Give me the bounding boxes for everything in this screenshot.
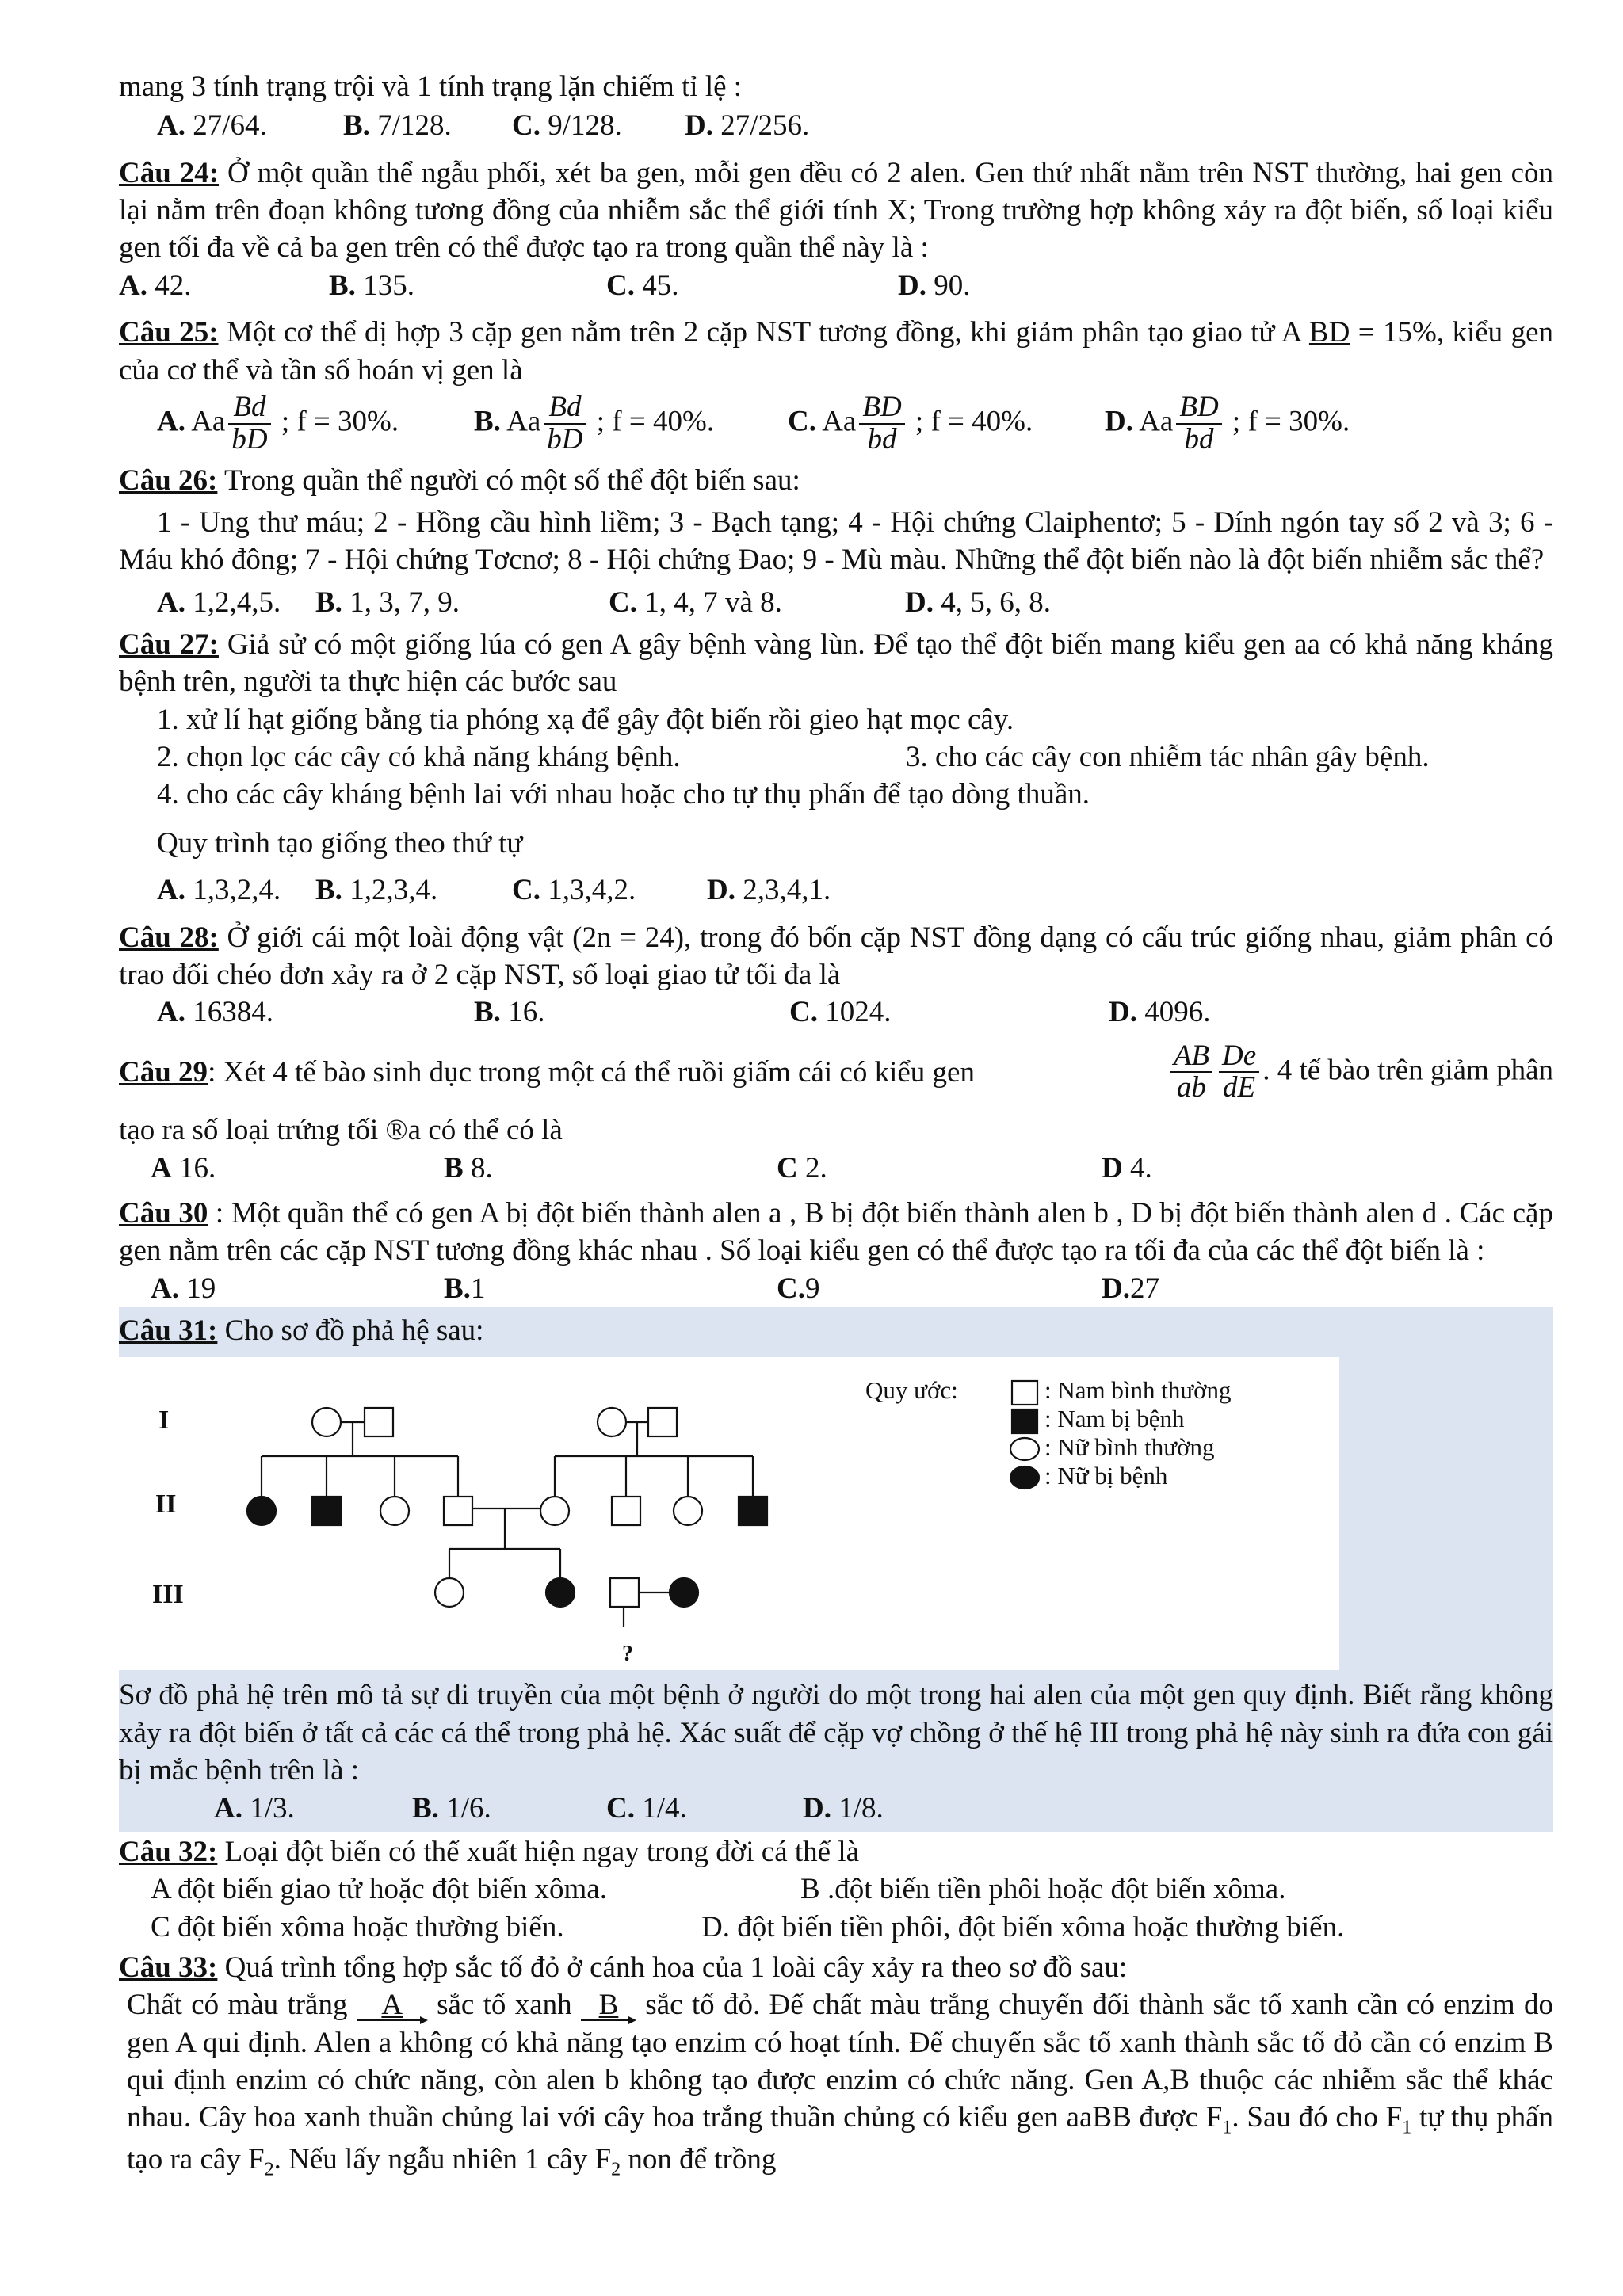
q27-step-2: 2. chọn lọc các cây có khả năng kháng bệnh. <box>157 741 681 774</box>
genotype-fraction: $\frac{AB}{ab}$ <box>1170 1041 1212 1104</box>
enzyme-b-arrow: B <box>581 1986 636 2023</box>
legend-normal-female: : Nữ bình thường <box>1044 1433 1215 1462</box>
genotype-fraction: $\frac{BD}{bd}$ <box>1176 392 1221 456</box>
q32-options-ab <box>119 1871 1553 1908</box>
option-d: D. 4, 5, 6, 8. <box>905 585 1051 619</box>
option-b: B. 16. <box>474 996 545 1029</box>
option-c: C. 1,3,4,2. <box>512 874 636 907</box>
option-a: A. 16384. <box>157 996 273 1029</box>
q29-line-2: tạo ra số loại trứng tối ®a có thể có là <box>119 1114 563 1147</box>
option-c: C. Aa $\frac{BD}{bd}$ ; f = 40%. <box>788 390 1033 456</box>
q26-options <box>119 584 1553 621</box>
option-c: C. 9/128. <box>512 109 622 143</box>
enzyme-a-arrow: A <box>357 1986 428 2023</box>
q26-list: 1 - Ung thư máu; 2 - Hồng cầu hình liềm; 3 - Bạch tạng; 4 - Hội chứng Claiphentơ; 5 - Dính ngón tay số 2 và 3; 6 - Máu khó đông; 7 - Hội chứng Tơcnơ; 8 - Hội chứng Đao; 9 - Mù màu. Những thể đột biến nào là đột biến nhiễm sắc thể? <box>119 505 1553 577</box>
legend-affected-female: : Nữ bị bệnh <box>1044 1462 1168 1490</box>
option-b: B 8. <box>444 1151 493 1184</box>
option-d: D. đột biến tiền phôi, đột biến xôma hoặc thường biến. <box>701 1910 1345 1943</box>
q27-process: Quy trình tạo giống theo thứ tự <box>157 826 523 860</box>
option-b: B.1 <box>444 1272 486 1305</box>
option-c: C 2. <box>777 1151 827 1184</box>
option-b: B. 1, 3, 7, 9. <box>315 585 460 619</box>
option-a: A. 1/3. <box>214 1791 295 1825</box>
q27-step-1: 1. xử lí hạt giống bằng tia phóng xạ để gây đột biến rồi gieo hạt mọc cây. <box>157 703 1014 736</box>
question-30: Câu 30 : Một quần thể có gen A bị đột biến thành alen a , B bị đột biến thành alen b , D bị đột biến thành alen d . Các cặp gen nằm trên các cặp NST tương đồng khác nhau . Số loại kiểu gen có thể được tạo ra tối đa của các thể đột biến là : <box>119 1197 1553 1268</box>
q24-options <box>119 267 1553 304</box>
q27-step-3: 3. cho các cây con nhiễm tác nhân gây bệnh. <box>906 741 1430 774</box>
question-33: Câu 33: Quá trình tổng hợp sắc tố đỏ ở cánh hoa của 1 loài cây xảy ra theo sơ đồ sau: <box>119 1951 1128 1984</box>
question-31: Câu 31: Cho sơ đồ phả hệ sau: <box>119 1314 484 1348</box>
q25-options <box>119 392 1553 456</box>
generation-iii-label: III <box>152 1580 184 1610</box>
question-31-block <box>119 1307 1553 1832</box>
option-b: B. 135. <box>329 269 414 302</box>
option-d: D. 1/8. <box>803 1791 884 1825</box>
option-d: D. 27/256. <box>685 109 810 143</box>
option-c: C. 1/4. <box>606 1791 687 1825</box>
q32-options-cd <box>119 1909 1553 1946</box>
option-b: B. 1/6. <box>412 1791 491 1825</box>
genotype-fraction: $\frac{De}{dE}$ <box>1219 1041 1259 1104</box>
pedigree-svg <box>119 1357 1339 1670</box>
document-page <box>119 68 1553 2182</box>
option-a: A. 1,2,4,5. <box>157 585 281 619</box>
genotype-fraction: $\frac{Bd}{bD}$ <box>228 392 270 456</box>
option-b: B. 7/128. <box>343 109 452 143</box>
option-b: B. 1,2,3,4. <box>315 874 438 907</box>
option-a: A. 1,3,2,4. <box>157 874 281 907</box>
q28-options <box>119 994 1553 1031</box>
option-d: D. 4096. <box>1109 996 1211 1029</box>
question-25: Câu 25: Một cơ thể dị hợp 3 cặp gen nằm trên 2 cặp NST tương đồng, khi giảm phân tạo giao tử A BD = 15%, kiểu gen của cơ thể và tần số hoán vị gen là <box>119 316 1554 387</box>
genotype-fraction: $\frac{BD}{bd}$ <box>859 392 904 456</box>
option-c: C đột biến xôma hoặc thường biến. <box>151 1910 564 1943</box>
q33-body: Chất có màu trắng A sắc tố xanh B sắc tố đỏ. Để chất màu trắng chuyển đổi thành sắc tố xanh cần có enzim do gen A qui định. Alen a không có khả năng tạo enzim có hoạt tính. Để chuyển sắc tố xanh thành sắc tố đỏ cần có enzim B qui định enzim có chức năng, còn alen b không tạo được enzim có chức năng. Gen A,B thuộc các nhiễm sắc thể khác nhau. Cây hoa xanh thuần chủng lai với cây hoa trắng thuần chủng có kiểu gen aaBB được $F_1$. Sau đó cho $F_1$ tự thụ phấn tạo ra cây $F_2$. Nếu lấy ngẫu nhiên 1 cây $F_2$ non để trồng <box>119 1986 1553 2181</box>
option-a: A. 42. <box>119 269 192 302</box>
arrow-right-icon <box>581 2015 636 2026</box>
genotype-fraction: $\frac{Bd}{bD}$ <box>544 392 586 456</box>
legend-normal-male: : Nam bình thường <box>1044 1376 1232 1405</box>
question-29: Câu 29: Xét 4 tế bào sinh dục trong một cá thể ruồi giấm cái có kiểu gen $\frac{AB}{ab}$ $\frac{De}{dE}$ . 4 tế bào trên giảm phân <box>119 1039 1553 1104</box>
option-c: C. 1024. <box>789 996 892 1029</box>
option-d: D. Aa $\frac{BD}{bd}$ ; f = 30%. <box>1105 390 1350 456</box>
q29-options <box>119 1150 1553 1187</box>
intro-line: mang 3 tính trạng trội và 1 tính trạng lặn chiếm tỉ lệ : <box>119 71 743 103</box>
generation-ii-label: II <box>155 1489 177 1520</box>
q30-options <box>119 1270 1553 1307</box>
legend-title: Quy ước: <box>865 1376 958 1405</box>
option-a: A 16. <box>151 1151 216 1184</box>
intro-options <box>119 107 1553 144</box>
question-32: Câu 32: Loại đột biến có thể xuất hiện ngay trong đời cá thể là <box>119 1835 860 1868</box>
q27-step-4: 4. cho các cây kháng bệnh lai với nhau hoặc cho tự thụ phấn để tạo dòng thuần. <box>157 778 1090 811</box>
pedigree-diagram <box>119 1357 1553 1670</box>
option-a: A. 27/64. <box>157 109 267 143</box>
option-d: D.27 <box>1102 1272 1159 1305</box>
option-d: D. 2,3,4,1. <box>707 874 831 907</box>
option-b: B .đột biến tiền phôi hoặc đột biến xôma. <box>800 1873 1286 1906</box>
option-a: A. 19 <box>151 1272 216 1305</box>
unknown-child-label: ? <box>622 1642 633 1667</box>
q31-options <box>119 1790 1553 1832</box>
option-d: D. 90. <box>898 269 971 302</box>
q27-options <box>119 871 1553 909</box>
arrow-right-icon <box>357 2015 428 2026</box>
option-c: C. 1, 4, 7 và 8. <box>609 585 782 619</box>
option-d: D 4. <box>1102 1151 1152 1184</box>
question-24: Câu 24: Ở một quần thể ngẫu phối, xét ba gen, mỗi gen đều có 2 alen. Gen thứ nhất nằm trên NST thường, hai gen còn lại nằm trên đoạn không tương đồng của nhiễm sắc thể giới tính X; Trong trường hợp không xảy ra đột biến, số loại kiểu gen tối đa về cả ba gen trên có thể được tạo ra trong quần thể này là : <box>119 156 1553 265</box>
option-b: B. Aa $\frac{Bd}{bD}$ ; f = 40%. <box>474 390 715 456</box>
option-a: A. Aa $\frac{Bd}{bD}$ ; f = 30%. <box>157 390 399 456</box>
option-a: A đột biến giao tử hoặc đột biến xôma. <box>151 1873 607 1906</box>
q31-description: Sơ đồ phả hệ trên mô tả sự di truyền của một bệnh ở người do một trong hai alen của một gen quy định. Biết rằng không xảy ra đột biến ở tất cả các cá thể trong phả hệ. Xác suất để cặp vợ chồng ở thế hệ III trong phả hệ này sinh ra đứa con gái bị mắc bệnh trên là : <box>119 1679 1553 1787</box>
question-28: Câu 28: Ở giới cái một loài động vật (2n = 24), trong đó bốn cặp NST đồng dạng có cấu trúc giống nhau, giảm phân có trao đổi chéo đơn xảy ra ở 2 cặp NST, số loại giao tử tối đa là <box>119 921 1553 991</box>
q27-steps-2-3 <box>119 738 1553 776</box>
option-c: C. 45. <box>606 269 679 302</box>
generation-i-label: I <box>158 1405 170 1436</box>
question-27: Câu 27: Giả sử có một giống lúa có gen A gây bệnh vàng lùn. Để tạo thể đột biến mang kiểu gen aa có khả năng kháng bệnh trên, người ta thực hiện các bước sau <box>119 628 1553 699</box>
legend-affected-male: : Nam bị bệnh <box>1044 1405 1185 1433</box>
question-26: Câu 26: Trong quần thể người có một số thể đột biến sau: <box>119 463 800 497</box>
option-c: C.9 <box>777 1272 820 1305</box>
